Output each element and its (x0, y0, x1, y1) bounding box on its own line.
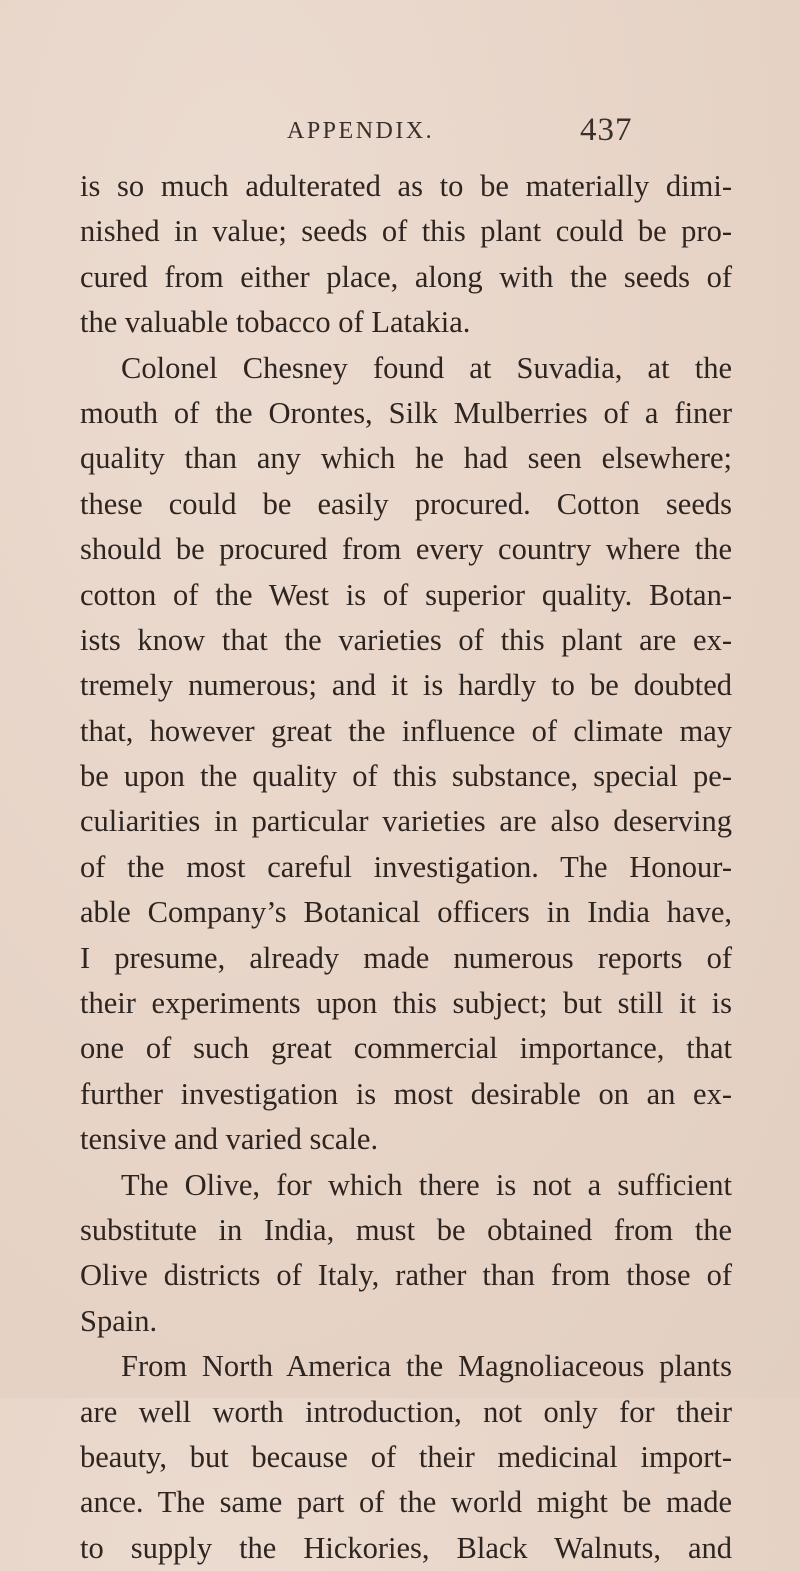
text-line: tremely numerous; and it is hardly to be doubted (80, 668, 732, 703)
text-line: Olive districts of Italy, rather than from those of (80, 1258, 732, 1293)
text-line: From North America the Magnoliaceous plants (121, 1349, 732, 1384)
text-line: are well worth introduction, not only for their (80, 1394, 732, 1429)
text-line: their experiments upon this subject; but still it is (80, 986, 732, 1021)
running-head (0, 112, 800, 152)
text-line: The Olive, for which there is not a sufficient (121, 1167, 732, 1202)
text-line: that, however great the influence of climate may (80, 713, 732, 748)
text-line: cured from either place, along with the seeds of (80, 259, 732, 294)
text-line: ists know that the varieties of this plant are ex- (80, 622, 732, 657)
text-line: these could be easily procured. Cotton seeds (80, 486, 732, 521)
text-line: mouth of the Orontes, Silk Mulberries of a finer (80, 395, 732, 430)
text-line: further investigation is most desirable on an ex- (80, 1076, 732, 1111)
text-line: beauty, but because of their medicinal import- (80, 1439, 732, 1474)
text-line: of the most careful investigation. The Honour- (80, 849, 732, 884)
text-line: tensive and varied scale. (80, 1122, 379, 1157)
text-line: culiarities in particular varieties are also deserving (80, 804, 732, 839)
running-title: APPENDIX. (287, 118, 435, 144)
text-line: quality than any which he had seen elsewhere; (80, 441, 732, 476)
text-line: one of such great commercial importance, that (80, 1031, 732, 1066)
text-line: be upon the quality of this substance, special pe- (80, 759, 732, 794)
text-line: to supply the Hickories, Black Walnuts, and (80, 1530, 732, 1565)
text-line: cotton of the West is of superior quality. Botan- (80, 577, 732, 612)
page-number: 437 (580, 112, 633, 148)
text-line: I presume, already made numerous reports of (80, 940, 732, 975)
text-line: able Company’s Botanical officers in India have, (80, 895, 732, 930)
text-line: should be procured from every country where the (80, 532, 732, 567)
text-line: is so much adulterated as to be materially dimi- (80, 169, 732, 203)
text-line: Colonel Chesney found at Suvadia, at the (121, 350, 732, 385)
text-line: ance. The same part of the world might be made (80, 1485, 732, 1520)
text-line: substitute in India, must be obtained from the (80, 1212, 732, 1247)
body-text (80, 164, 732, 1571)
text-line: Spain. (80, 1303, 158, 1338)
text-line: nished in value; seeds of this plant could be pro- (80, 214, 732, 249)
text-line: the valuable tobacco of Latakia. (80, 305, 471, 340)
